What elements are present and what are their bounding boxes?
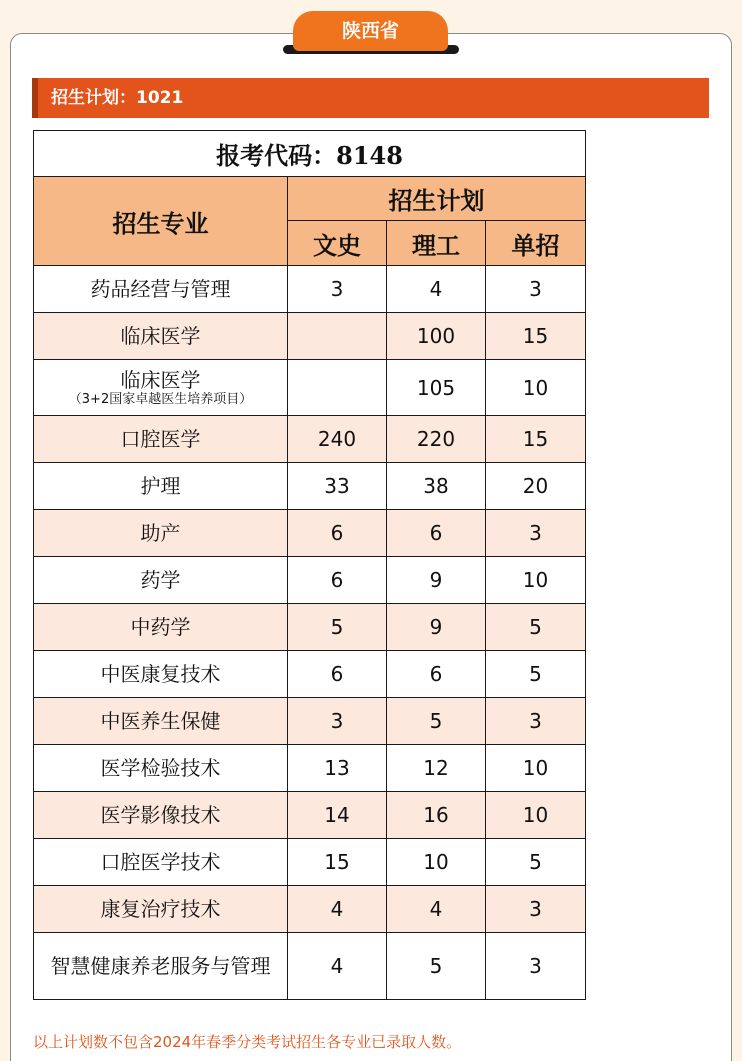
danzhao-value-cell: 15	[486, 313, 586, 360]
wenshi-value-cell: 13	[288, 745, 387, 792]
danzhao-value-cell: 3	[486, 698, 586, 745]
table-row	[34, 313, 586, 360]
ligong-value-cell: 4	[387, 886, 486, 933]
ligong-value-cell: 5	[387, 933, 486, 1000]
table-row	[34, 792, 586, 839]
danzhao-value-cell: 10	[486, 792, 586, 839]
major-name: 口腔医学技术	[100, 850, 221, 874]
major-name: 中药学	[130, 615, 191, 639]
exam-code-cell: 报考代码：8148	[34, 131, 586, 177]
ligong-value-cell: 10	[387, 839, 486, 886]
major-name: 中医养生保健	[100, 709, 221, 733]
major-name-cell	[34, 557, 288, 604]
wenshi-value-cell: 15	[288, 839, 387, 886]
major-name: 药学	[140, 568, 181, 592]
major-name: 药品经营与管理	[90, 277, 231, 301]
major-name: 临床医学	[120, 367, 201, 392]
danzhao-value-cell: 5	[486, 651, 586, 698]
major-name-cell	[34, 698, 288, 745]
ligong-value-cell: 6	[387, 651, 486, 698]
major-column-header: 招生专业	[34, 177, 288, 266]
province-tab[interactable]: 陕西省	[293, 11, 448, 51]
ligong-value-cell: 38	[387, 463, 486, 510]
table-row	[34, 933, 586, 1000]
table-row	[34, 839, 586, 886]
major-name-cell	[34, 792, 288, 839]
plan-column-header: 招生计划	[288, 177, 586, 221]
major-name: 临床医学	[120, 324, 201, 348]
ligong-value-cell: 4	[387, 266, 486, 313]
table-row	[34, 557, 586, 604]
wenshi-value-cell: 3	[288, 266, 387, 313]
wenshi-value-cell: 6	[288, 557, 387, 604]
major-name: 康复治疗技术	[100, 897, 221, 921]
table-body	[34, 266, 586, 1000]
wenshi-value-cell: 5	[288, 604, 387, 651]
table-row	[34, 745, 586, 792]
danzhao-value-cell: 15	[486, 416, 586, 463]
table-row	[34, 416, 586, 463]
major-name-cell	[34, 933, 288, 1000]
ligong-value-cell: 9	[387, 557, 486, 604]
ligong-value-cell: 6	[387, 510, 486, 557]
ligong-value-cell: 16	[387, 792, 486, 839]
major-name-cell	[34, 604, 288, 651]
wenshi-value-cell: 4	[288, 933, 387, 1000]
danzhao-value-cell: 3	[486, 933, 586, 1000]
danzhao-value-cell: 3	[486, 510, 586, 557]
wenshi-value-cell: 6	[288, 510, 387, 557]
wenshi-value-cell: 6	[288, 651, 387, 698]
wenshi-value-cell: 4	[288, 886, 387, 933]
major-name: 医学影像技术	[100, 803, 221, 827]
danzhao-value-cell: 3	[486, 266, 586, 313]
major-name-cell	[34, 463, 288, 510]
danzhao-value-cell: 5	[486, 604, 586, 651]
wenshi-value-cell: 240	[288, 416, 387, 463]
major-name-cell	[34, 313, 288, 360]
enrollment-table	[33, 130, 586, 1000]
wenshi-value-cell: 33	[288, 463, 387, 510]
wenshi-column-header: 文史	[288, 221, 387, 266]
table-row	[34, 886, 586, 933]
wenshi-value-cell: 3	[288, 698, 387, 745]
ligong-value-cell: 100	[387, 313, 486, 360]
wenshi-value-cell	[288, 360, 387, 416]
danzhao-value-cell: 10	[486, 557, 586, 604]
ligong-column-header: 理工	[387, 221, 486, 266]
major-subtitle: （3+2国家卓越医生培养项目）	[68, 391, 253, 407]
wenshi-value-cell: 14	[288, 792, 387, 839]
table-row	[34, 604, 586, 651]
table-row	[34, 463, 586, 510]
major-name-cell	[34, 266, 288, 313]
major-name-cell	[34, 886, 288, 933]
table-row	[34, 266, 586, 313]
major-name: 医学检验技术	[100, 756, 221, 780]
danzhao-value-cell: 10	[486, 745, 586, 792]
major-name-cell	[34, 745, 288, 792]
footnote: 以上计划数不包含2024年春季分类考试招生各专业已录取人数。	[33, 1033, 462, 1051]
ligong-value-cell: 220	[387, 416, 486, 463]
ligong-value-cell: 105	[387, 360, 486, 416]
danzhao-value-cell: 5	[486, 839, 586, 886]
enrollment-plan-banner: 招生计划：1021	[32, 78, 709, 118]
table-row	[34, 698, 586, 745]
ligong-value-cell: 9	[387, 604, 486, 651]
wenshi-value-cell	[288, 313, 387, 360]
danzhao-value-cell: 3	[486, 886, 586, 933]
ligong-value-cell: 5	[387, 698, 486, 745]
major-name-cell	[34, 360, 288, 416]
major-name-cell	[34, 416, 288, 463]
major-name-cell	[34, 651, 288, 698]
danzhao-column-header: 单招	[486, 221, 586, 266]
table-row	[34, 651, 586, 698]
major-name-cell	[34, 839, 288, 886]
table-row	[34, 360, 586, 416]
major-name-cell	[34, 510, 288, 557]
table-row	[34, 510, 586, 557]
danzhao-value-cell: 10	[486, 360, 586, 416]
ligong-value-cell: 12	[387, 745, 486, 792]
major-name: 助产	[140, 521, 181, 545]
major-name: 护理	[140, 474, 181, 498]
danzhao-value-cell: 20	[486, 463, 586, 510]
major-name: 中医康复技术	[100, 662, 221, 686]
major-name: 口腔医学	[120, 427, 201, 451]
major-name: 智慧健康养老服务与管理	[50, 953, 271, 978]
